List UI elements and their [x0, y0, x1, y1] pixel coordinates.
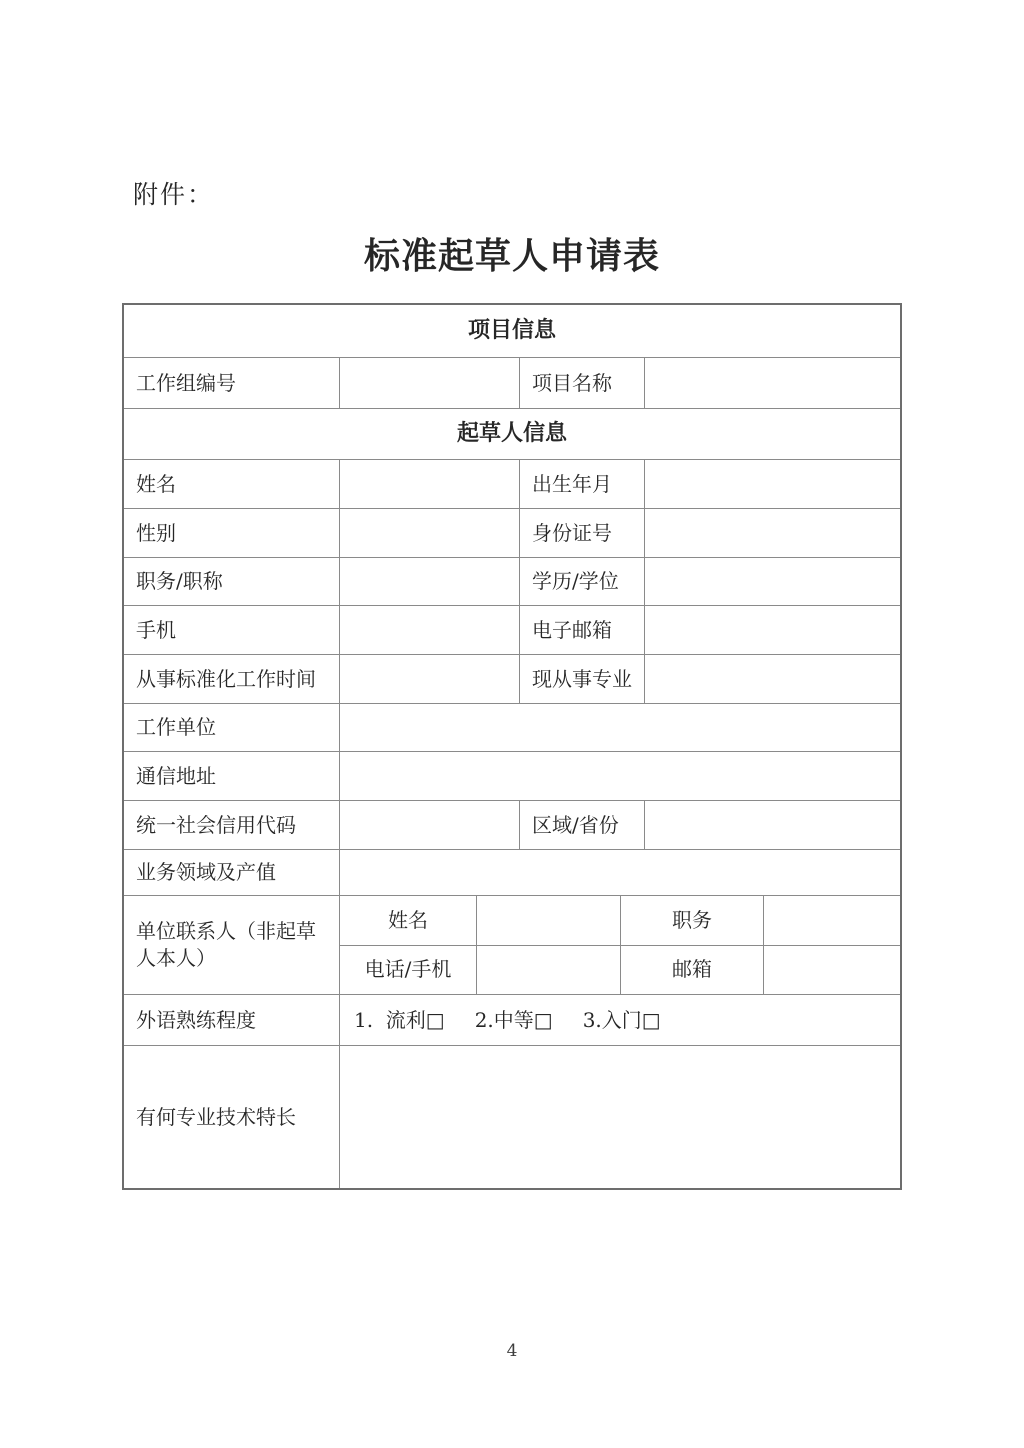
field-value-region-province	[645, 801, 900, 849]
field-value-current-major	[645, 655, 900, 703]
field-value-mobile	[340, 606, 520, 654]
section-row-project	[124, 305, 900, 358]
contact-subrow-name-duty	[340, 896, 900, 946]
field-value-gender	[340, 509, 520, 557]
form-row-workgroup	[124, 358, 900, 409]
section-header-drafter: 起草人信息	[456, 421, 567, 447]
field-label-gender: 性别	[124, 509, 340, 557]
field-label-current-major: 现从事专业	[520, 655, 645, 703]
field-value-birth-date	[645, 460, 900, 508]
field-value-position-title	[340, 558, 520, 605]
form-row-gender	[124, 509, 900, 558]
unit-contact-subtable	[340, 896, 900, 994]
field-value-project-name	[645, 358, 900, 408]
form-row-name	[124, 460, 900, 509]
field-label-project-name: 项目名称	[520, 358, 645, 408]
form-row-business-scope	[124, 850, 900, 896]
page-number: 4	[506, 1341, 518, 1361]
form-row-unit-contact	[124, 896, 900, 995]
field-label-credit-code: 统一社会信用代码	[124, 801, 340, 849]
form-row-std-work	[124, 655, 900, 704]
field-value-mailing-address	[340, 752, 900, 800]
field-label-contact-name: 姓名	[340, 896, 477, 945]
field-label-education-degree: 学历/学位	[520, 558, 645, 605]
field-label-foreign-language: 外语熟练程度	[124, 995, 340, 1045]
field-label-region-province: 区域/省份	[520, 801, 645, 849]
field-value-std-work-years	[340, 655, 520, 703]
field-value-contact-name	[477, 896, 621, 945]
foreign-language-options	[340, 995, 900, 1045]
field-label-contact-phone: 电话/手机	[340, 946, 477, 995]
form-row-employer	[124, 704, 900, 752]
field-label-contact-duty: 职务	[621, 896, 764, 945]
field-label-unit-contact: 单位联系人（非起草人本人）	[124, 896, 340, 994]
option-fluent-checkbox: 1. 流利□	[354, 1007, 445, 1032]
field-label-workgroup-no: 工作组编号	[124, 358, 340, 408]
contact-subrow-phone-email	[340, 946, 900, 995]
form-row-foreign-language	[124, 995, 900, 1046]
field-label-employer: 工作单位	[124, 704, 340, 751]
field-label-name: 姓名	[124, 460, 340, 508]
section-header-project: 项目信息	[467, 318, 556, 344]
field-value-email	[645, 606, 900, 654]
section-row-drafter	[124, 409, 900, 460]
field-label-std-work-years: 从事标准化工作时间	[124, 655, 340, 703]
field-label-contact-email: 邮箱	[621, 946, 764, 995]
attachment-label: 附件：	[133, 180, 215, 209]
field-value-contact-phone	[477, 946, 621, 995]
field-value-contact-duty	[764, 896, 900, 945]
form-row-address	[124, 752, 900, 801]
application-form-table	[122, 303, 902, 1190]
field-label-position-title: 职务/职称	[124, 558, 340, 605]
option-beginner-checkbox: 3.入门□	[582, 1007, 661, 1032]
field-value-contact-email	[764, 946, 900, 995]
form-row-mobile	[124, 606, 900, 655]
field-value-credit-code	[340, 801, 520, 849]
field-value-education-degree	[645, 558, 900, 605]
field-value-workgroup-no	[340, 358, 520, 408]
field-value-name	[340, 460, 520, 508]
field-label-business-scope: 业务领域及产值	[124, 850, 340, 895]
form-row-specialty	[124, 1046, 900, 1188]
option-intermediate-checkbox: 2.中等□	[474, 1007, 553, 1032]
field-label-mailing-address: 通信地址	[124, 752, 340, 800]
field-label-email: 电子邮箱	[520, 606, 645, 654]
field-label-birth-date: 出生年月	[520, 460, 645, 508]
field-value-employer	[340, 704, 900, 751]
field-label-mobile: 手机	[124, 606, 340, 654]
field-value-business-scope	[340, 850, 900, 895]
field-label-specialty: 有何专业技术特长	[124, 1046, 340, 1188]
form-row-position	[124, 558, 900, 606]
field-label-id-number: 身份证号	[520, 509, 645, 557]
field-value-id-number	[645, 509, 900, 557]
field-value-specialty	[340, 1046, 900, 1188]
form-row-credit-code	[124, 801, 900, 850]
form-title: 标准起草人申请表	[363, 235, 660, 277]
